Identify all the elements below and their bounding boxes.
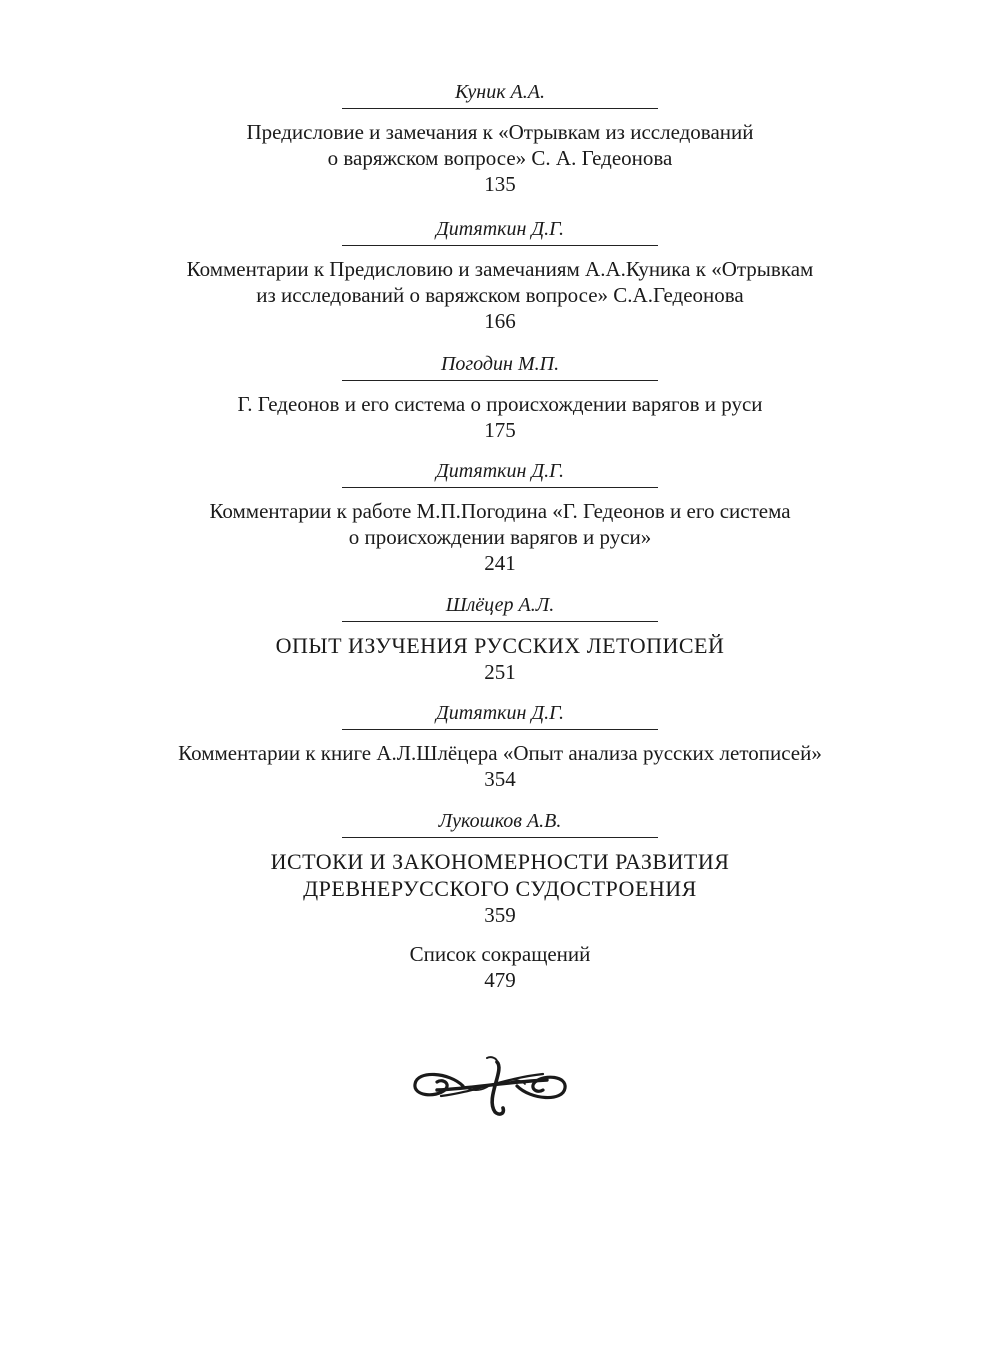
entry-page-number: 354	[484, 767, 516, 791]
title-line: ОПЫТ ИЗУЧЕНИЯ РУССКИХ ЛЕТОПИСЕЙ	[275, 633, 725, 658]
toc-entry	[0, 593, 1000, 685]
toc-entry	[0, 459, 1000, 576]
author-rule	[342, 487, 658, 488]
title-line: о происхождении варягов и руси»	[348, 525, 652, 549]
entry-page-number: 135	[484, 172, 516, 196]
entry-title[interactable]: Список сокращений	[409, 942, 591, 966]
title-line: Г. Гедеонов и его система о происхождении варягов и руси	[237, 392, 763, 416]
title-line: о варяжском вопросе» С. А. Гедеонова	[327, 146, 673, 170]
entry-title[interactable]	[0, 119, 1000, 171]
entry-page-number: 241	[484, 551, 516, 575]
title-line: Комментарии к Предисловию и замечаниям А.А.Куника к «Отрывкам	[186, 257, 814, 281]
author-rule	[342, 837, 658, 838]
title-line: Комментарии к книге А.Л.Шлёцера «Опыт анализа русских летописей»	[178, 741, 822, 765]
title-line: из исследований о варяжском вопросе» С.А.Гедеонова	[256, 283, 744, 307]
entry-title[interactable]	[0, 848, 1000, 902]
entry-author: Дитяткин Д.Г.	[435, 702, 565, 724]
toc-entry	[0, 217, 1000, 334]
title-line: Предисловие и замечания к «Отрывкам из исследований	[246, 120, 754, 144]
title-line: ДРЕВНЕРУССКОГО СУДОСТРОЕНИЯ	[303, 876, 697, 901]
entry-page-number: 166	[484, 309, 516, 333]
author-rule	[342, 108, 658, 109]
toc-entry-abbreviations	[0, 941, 1000, 993]
entry-title[interactable]	[0, 740, 1000, 766]
entry-page-number: 175	[484, 418, 516, 442]
flourish-ornament-icon	[405, 1052, 575, 1120]
author-rule	[342, 729, 658, 730]
entry-author: Шлёцер А.Л.	[445, 594, 555, 616]
toc-entry	[0, 809, 1000, 928]
entry-author: Куник А.А.	[454, 81, 545, 103]
author-rule	[342, 245, 658, 246]
entry-title[interactable]	[0, 256, 1000, 308]
entry-title[interactable]	[0, 632, 1000, 659]
toc-entry	[0, 352, 1000, 443]
author-rule	[342, 380, 658, 381]
entry-title[interactable]	[0, 391, 1000, 417]
toc-entry	[0, 701, 1000, 792]
entry-title[interactable]	[0, 498, 1000, 550]
entry-page-number: 359	[484, 903, 516, 927]
entry-author: Дитяткин Д.Г.	[435, 460, 565, 482]
entry-author: Дитяткин Д.Г.	[435, 218, 565, 240]
author-rule	[342, 621, 658, 622]
entry-page-number: 479	[484, 968, 516, 992]
entry-author: Погодин М.П.	[440, 353, 560, 375]
toc-entry	[0, 80, 1000, 197]
entry-author: Лукошков А.В.	[438, 810, 562, 832]
entry-page-number: 251	[484, 660, 516, 684]
title-line: ИСТОКИ И ЗАКОНОМЕРНОСТИ РАЗВИТИЯ	[270, 849, 730, 874]
title-line: Комментарии к работе М.П.Погодина «Г. Гедеонов и его система	[209, 499, 791, 523]
